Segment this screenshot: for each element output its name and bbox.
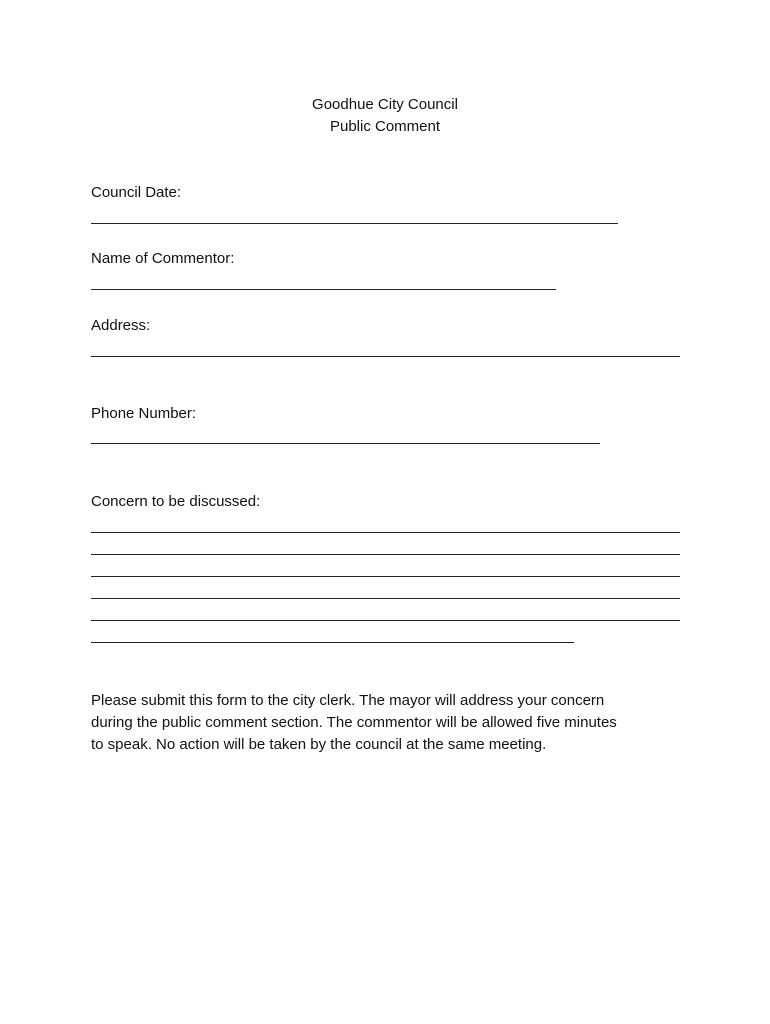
organization-title: Goodhue City Council	[312, 96, 458, 113]
address-line[interactable]	[91, 356, 680, 357]
instructions-line-2: during the public comment section. The commentor will be allowed five minutes	[91, 714, 617, 731]
concern-line-4[interactable]	[91, 598, 680, 599]
council-date-line[interactable]	[91, 223, 618, 224]
phone-number-line[interactable]	[91, 443, 600, 444]
commentor-name-label: Name of Commentor:	[91, 250, 235, 267]
instructions-line-1: Please submit this form to the city clerk. The mayor will address your concern	[91, 692, 605, 709]
concern-line-3[interactable]	[91, 576, 680, 577]
commentor-name-line[interactable]	[91, 289, 556, 290]
concern-line-5[interactable]	[91, 620, 680, 621]
concern-line-2[interactable]	[91, 554, 680, 555]
concern-label: Concern to be discussed:	[91, 493, 261, 510]
concern-line-1[interactable]	[91, 532, 680, 533]
instructions-line-3: to speak. No action will be taken by the council at the same meeting.	[91, 736, 547, 753]
council-date-label: Council Date:	[91, 184, 182, 201]
concern-line-6[interactable]	[91, 642, 574, 643]
address-label: Address:	[91, 317, 151, 334]
phone-number-label: Phone Number:	[91, 405, 197, 422]
instructions-paragraph	[91, 690, 691, 756]
form-title: Public Comment	[329, 118, 441, 135]
